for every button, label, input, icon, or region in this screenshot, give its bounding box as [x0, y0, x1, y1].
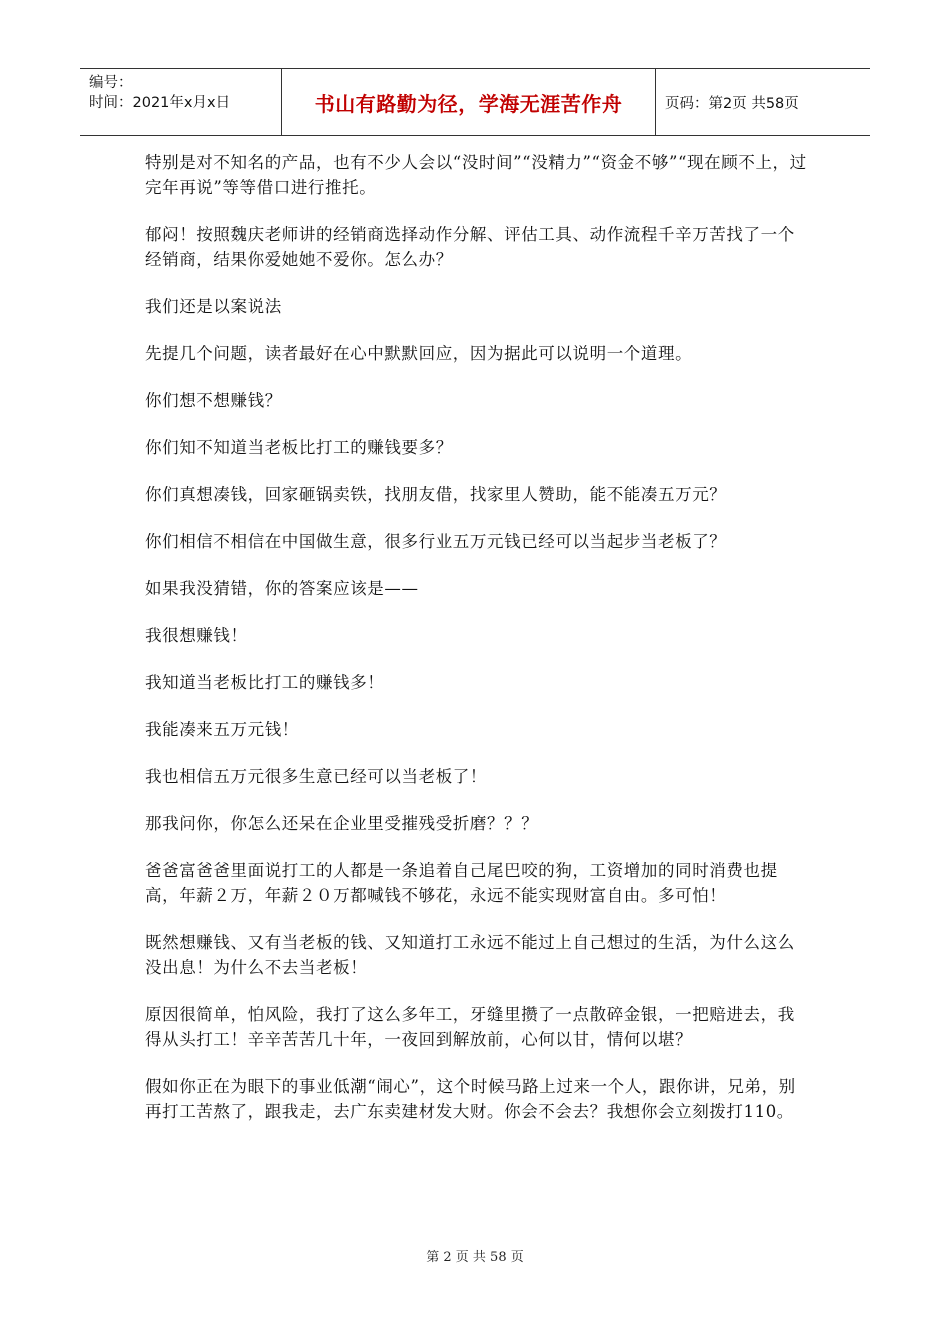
serial-label: 编号： [89, 75, 133, 91]
header-meta-cell [80, 69, 282, 135]
footer-page-number: 第 2 页 共 58 页 [426, 1250, 524, 1265]
paragraph: 我能凑来五万元钱！ [145, 720, 299, 739]
motto-text: 书山有路勤为径，学海无涯苦作舟 [314, 91, 623, 116]
paragraph: 那我问你，你怎么还呆在企业里受摧残受折磨？？？ [145, 814, 539, 833]
header-motto-cell [282, 69, 656, 135]
header-page-info: 页码：第2页 共58页 [665, 95, 799, 112]
paragraph: 如果我没猜错，你的答案应该是—— [145, 579, 419, 598]
paragraph: 我很想赚钱！ [145, 626, 248, 645]
paragraph: 你们想不想赚钱？ [145, 391, 282, 410]
paragraph: 先提几个问题，读者最好在心中默默回应，因为据此可以说明一个道理。 [145, 344, 693, 363]
paragraph: 你们知不知道当老板比打工的赚钱要多？ [145, 438, 453, 457]
header-page-cell [656, 69, 870, 135]
time-label: 时间：2021年x月x日 [89, 95, 231, 111]
paragraph: 假如你正在为眼下的事业低潮“闹心”，这个时候马路上过来一个人，跟你讲，兄弟，别再打工苦熬了，跟我走，去广东卖建材发大财。你会不会去？我想你会立刻拨打110。 [145, 1077, 796, 1121]
document-body [145, 150, 807, 1146]
paragraph: 你们相信不相信在中国做生意，很多行业五万元钱已经可以当起步当老板了？ [145, 532, 727, 551]
page-header [80, 68, 870, 136]
paragraph: 我知道当老板比打工的赚钱多！ [145, 673, 385, 692]
paragraph: 原因很简单，怕风险，我打了这么多年工，牙缝里攒了一点散碎金银，一把赔进去，我得从头打工！辛辛苦苦几十年，一夜回到解放前，心何以甘，情何以堪？ [145, 1005, 795, 1049]
paragraph: 我们还是以案说法 [145, 297, 282, 316]
paragraph: 郁闷！按照魏庆老师讲的经销商选择动作分解、评估工具、动作流程千辛万苦找了一个经销商，结果你爱她她不爱你。怎么办？ [145, 225, 795, 269]
paragraph: 你们真想凑钱，回家砸锅卖铁，找朋友借，找家里人赞助，能不能凑五万元？ [145, 485, 727, 504]
paragraph: 爸爸富爸爸里面说打工的人都是一条追着自己尾巴咬的狗，工资增加的同时消费也提高，年薪２万，年薪２０万都喊钱不够花，永远不能实现财富自由。多可怕！ [145, 861, 778, 905]
paragraph: 我也相信五万元很多生意已经可以当老板了！ [145, 767, 487, 786]
page-footer [0, 1246, 950, 1265]
paragraph: 特别是对不知名的产品，也有不少人会以“没时间”“没精力”“资金不够”“现在顾不上，过完年再说”等等借口进行推托。 [145, 153, 807, 197]
paragraph: 既然想赚钱、又有当老板的钱、又知道打工永远不能过上自己想过的生活，为什么这么没出息！为什么不去当老板！ [145, 933, 795, 977]
